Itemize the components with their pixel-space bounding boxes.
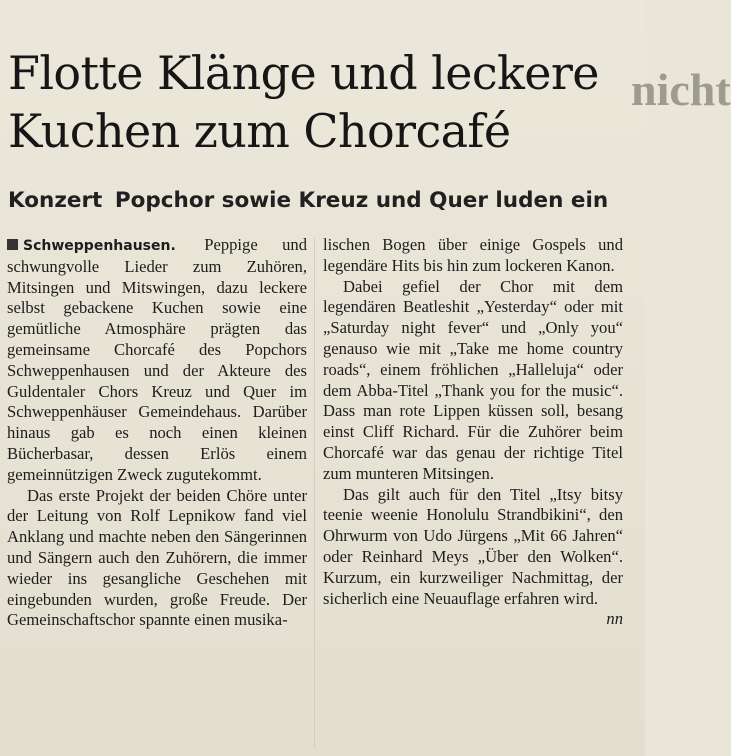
article-paragraph bbox=[323, 484, 623, 629]
article-paragraph-text: Das gilt auch für den Titel „Itsy bitsy teenie weenie Honolulu Strandbikini“, den Ohrwurm von Udo Jürgens „Mit 66 Jahren“ oder Reinhard Meys „Über den Wolken“. Kurzum, ein kurzweiliger Nachmittag, der sicherlich eine Neuauflage erfahren wird. bbox=[323, 484, 623, 608]
article-paragraph-text: Peppige und schwungvolle Lieder zum Zuhören, Mitsingen und Mitswingen, dazu leckere selbst gebackene Kuchen sowie eine gemütliche Atmosphäre prägten das gemeinsame Chorcafé des Popchors Schweppenhausen und der Akteure des Guldentaler Chors Kreuz und Quer im Schweppenhäuser Gemeindehaus. Darüber hinaus gab es noch einen kleinen Bücherbasar, dessen Erlös einem gemeinnützigen Zweck zugutekommt. bbox=[7, 235, 307, 484]
article-paragraph: Das erste Projekt der beiden Chöre unter der Leitung von Rolf Lepnikow fand viel Anklang und machte neben den Sängerinnen und Sängern auch den Zuhörern, die immer wieder ins gesangliche Geschehen mit eingebunden wurden, große Freude. Der Gemeinschaftschor spannte einen musika- bbox=[7, 485, 307, 630]
author-initials: nn bbox=[606, 609, 623, 629]
article-paragraph: lischen Bogen über einige Gospels und legendäre Hits bis hin zum lockeren Kanon. bbox=[323, 235, 623, 275]
subheadline-kicker: Konzert bbox=[8, 188, 103, 213]
column-gutter bbox=[314, 238, 315, 748]
article-paragraph: Dabei gefiel der Chor mit dem legendären Beatleshit „Yesterday“ oder mit „Saturday night fever“ und „Only you“ genauso wie mit „Take me home country roads“, einem fröhlichen „Halleluja“ oder dem Abba-Titel „Thank you for the music“. Dass man rote Lippen küssen soll, besang einst Cliff Richard. Für die Zuhörer beim Chorcafé war das genau der richtige Titel zum munteren Mitsingen. bbox=[323, 276, 623, 483]
article-paragraph bbox=[7, 235, 307, 486]
adjacent-article-bleed bbox=[631, 60, 731, 180]
dateline: Schweppenhausen. bbox=[23, 238, 176, 254]
square-bullet-icon bbox=[7, 239, 18, 250]
headline: Flotte Klänge und leckere Kuchen zum Chorcafé bbox=[8, 46, 599, 158]
adjacent-bleed-text: nicht bbox=[631, 64, 731, 115]
article-column-left bbox=[7, 235, 307, 631]
article-column-right bbox=[323, 235, 623, 630]
subheadline-text: Popchor sowie Kreuz und Quer luden ein bbox=[114, 188, 609, 213]
subheadline bbox=[8, 186, 628, 216]
